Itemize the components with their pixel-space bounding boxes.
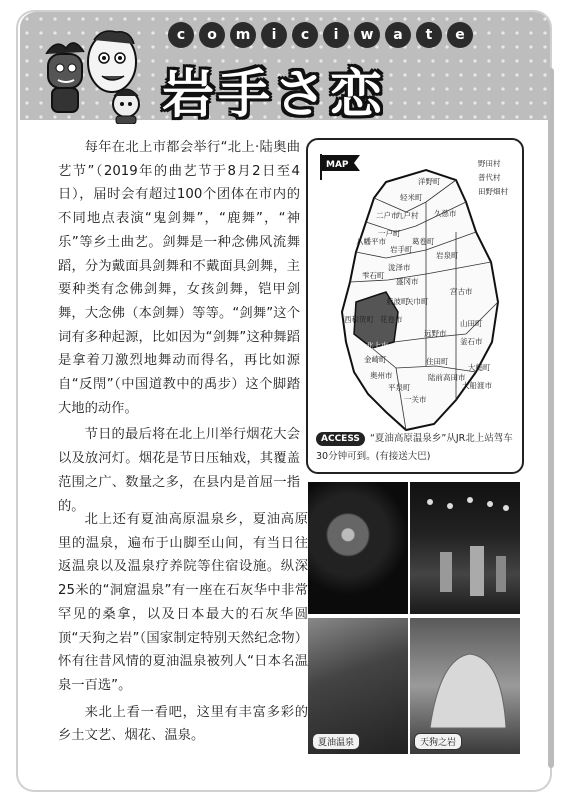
festival-illustration [410,482,520,614]
onsen-caption: 夏油温泉 [312,733,360,750]
map-label: 大船渡市 [462,381,492,390]
map-label: 大槌町 [468,363,491,372]
paragraph: 来北上看一看吧，这里有丰富多彩的乡土文艺、烟花、温泉。 [58,704,308,744]
rock-caption: 天狗之岩 [414,733,462,750]
brand-letter: w [354,22,380,48]
fireworks-photo [308,482,408,614]
map-label: 平泉町 [388,383,411,392]
access-text: “夏油高原温泉乡”从JR北上站驾车 [370,433,513,444]
rock-photo [410,618,520,754]
onsen-photo [308,618,408,754]
map-label: 北上市 [366,341,389,350]
map-label: 金崎町 [364,355,387,364]
paragraph: 节日的最后将在北上川举行烟花大会以及放河灯。烟花是节日压轴戏，其覆盖范围之广、数量之多，在县内是首屈一指的。 [58,427,300,514]
map-label: 二户市 [376,211,399,220]
festival-photo [410,482,520,614]
brand-letter: o [199,22,225,48]
article-body-upper [58,136,300,521]
map-label: 一户町 [378,229,401,238]
map-label: 山田町 [460,319,483,328]
paragraph: 北上还有夏油高原温泉乡，夏油高原里的温泉，遍布于山脚至山间，有当日往返温泉以及温泉疗养院等住宿设施。纵深25米的“洞窟温泉”有一座在石灰华中非常罕见的桑拿，以及日本最大的石灰华圆顶“天狗之岩”（国家制定特别天然纪念物）怀有往昔风情的夏油温泉被列人“日本名温泉一百选”。 [58,512,308,693]
page-title: 岩手さ恋 [162,65,387,125]
map-label: 西和贺町 [344,315,374,324]
map-label: 洋野町 [418,177,441,186]
map-label: 岩手町 [390,245,413,254]
map-label: 住田町 [426,357,449,366]
map-label: 八幡平市 [356,237,386,246]
map-label-tanohata: 田野畑村 [478,187,508,196]
access-text-2: 30分钟可到。(有接送大巴) [316,451,431,462]
map-label: 花卷市 [380,315,403,324]
brand-wordmark [168,22,473,48]
brand-letter: m [230,22,256,48]
map-box [306,138,524,474]
page-edge-tab [548,68,554,768]
map-label: 陆前高田市 [428,373,466,382]
map-label: 岩泉町 [436,251,459,260]
map-label: 宫古市 [450,287,473,296]
brand-letter: c [292,22,318,48]
map-label: 奥州市 [370,371,393,380]
map-label: 泷泽市 [388,263,411,272]
map-label: 轻米町 [400,193,423,202]
map-label-noda: 野田村 [478,159,501,168]
brand-letter: i [323,22,349,48]
map-label: 葛卷町 [412,237,435,246]
map-label: 雫石町 [362,271,385,280]
brand-letter: a [385,22,411,48]
map-label: 紫波町 [386,297,409,306]
map-flag-label: MAP [326,160,349,170]
map-label: 盛冈市 [396,277,419,286]
paragraph: 每年在北上市都会举行“北上·陆奥曲艺节”（2019年的曲艺节于8月2日至4日），届时会有超过100个团体在市内的不同地点表演“鬼剑舞”，“鹿舞”，“神乐”等乡土曲艺。剑舞是一种念佛风流舞蹈，分为戴面具剑舞和不戴面具剑舞，主要种类有念佛剑舞，女孩剑舞，铠甲剑舞，大念佛（本剑舞）等等。“剑舞”这个词有多种起源，比如因为“剑舞”这种舞蹈是拿着刀激烈地舞动而得名，再比如源自“反閇”（中国道教中的禹步）这个脚踏大地的动作。 [58,140,300,416]
brand-letter: e [447,22,473,48]
mascot-illustration [36,24,148,124]
map-label: 矢巾町 [406,297,429,306]
access-tag: ACCESS [316,432,365,446]
map-label: 釜石市 [460,337,483,346]
brand-letter: t [416,22,442,48]
brand-letter: i [261,22,287,48]
article-body-lower [58,508,308,751]
map-label: 九户村 [396,211,419,220]
map-label: 一关市 [404,395,427,404]
map-label: 远野市 [424,329,447,338]
map-label-fudai: 普代村 [478,173,501,182]
map-label: 久慈市 [434,209,457,218]
brand-letter: c [168,22,194,48]
